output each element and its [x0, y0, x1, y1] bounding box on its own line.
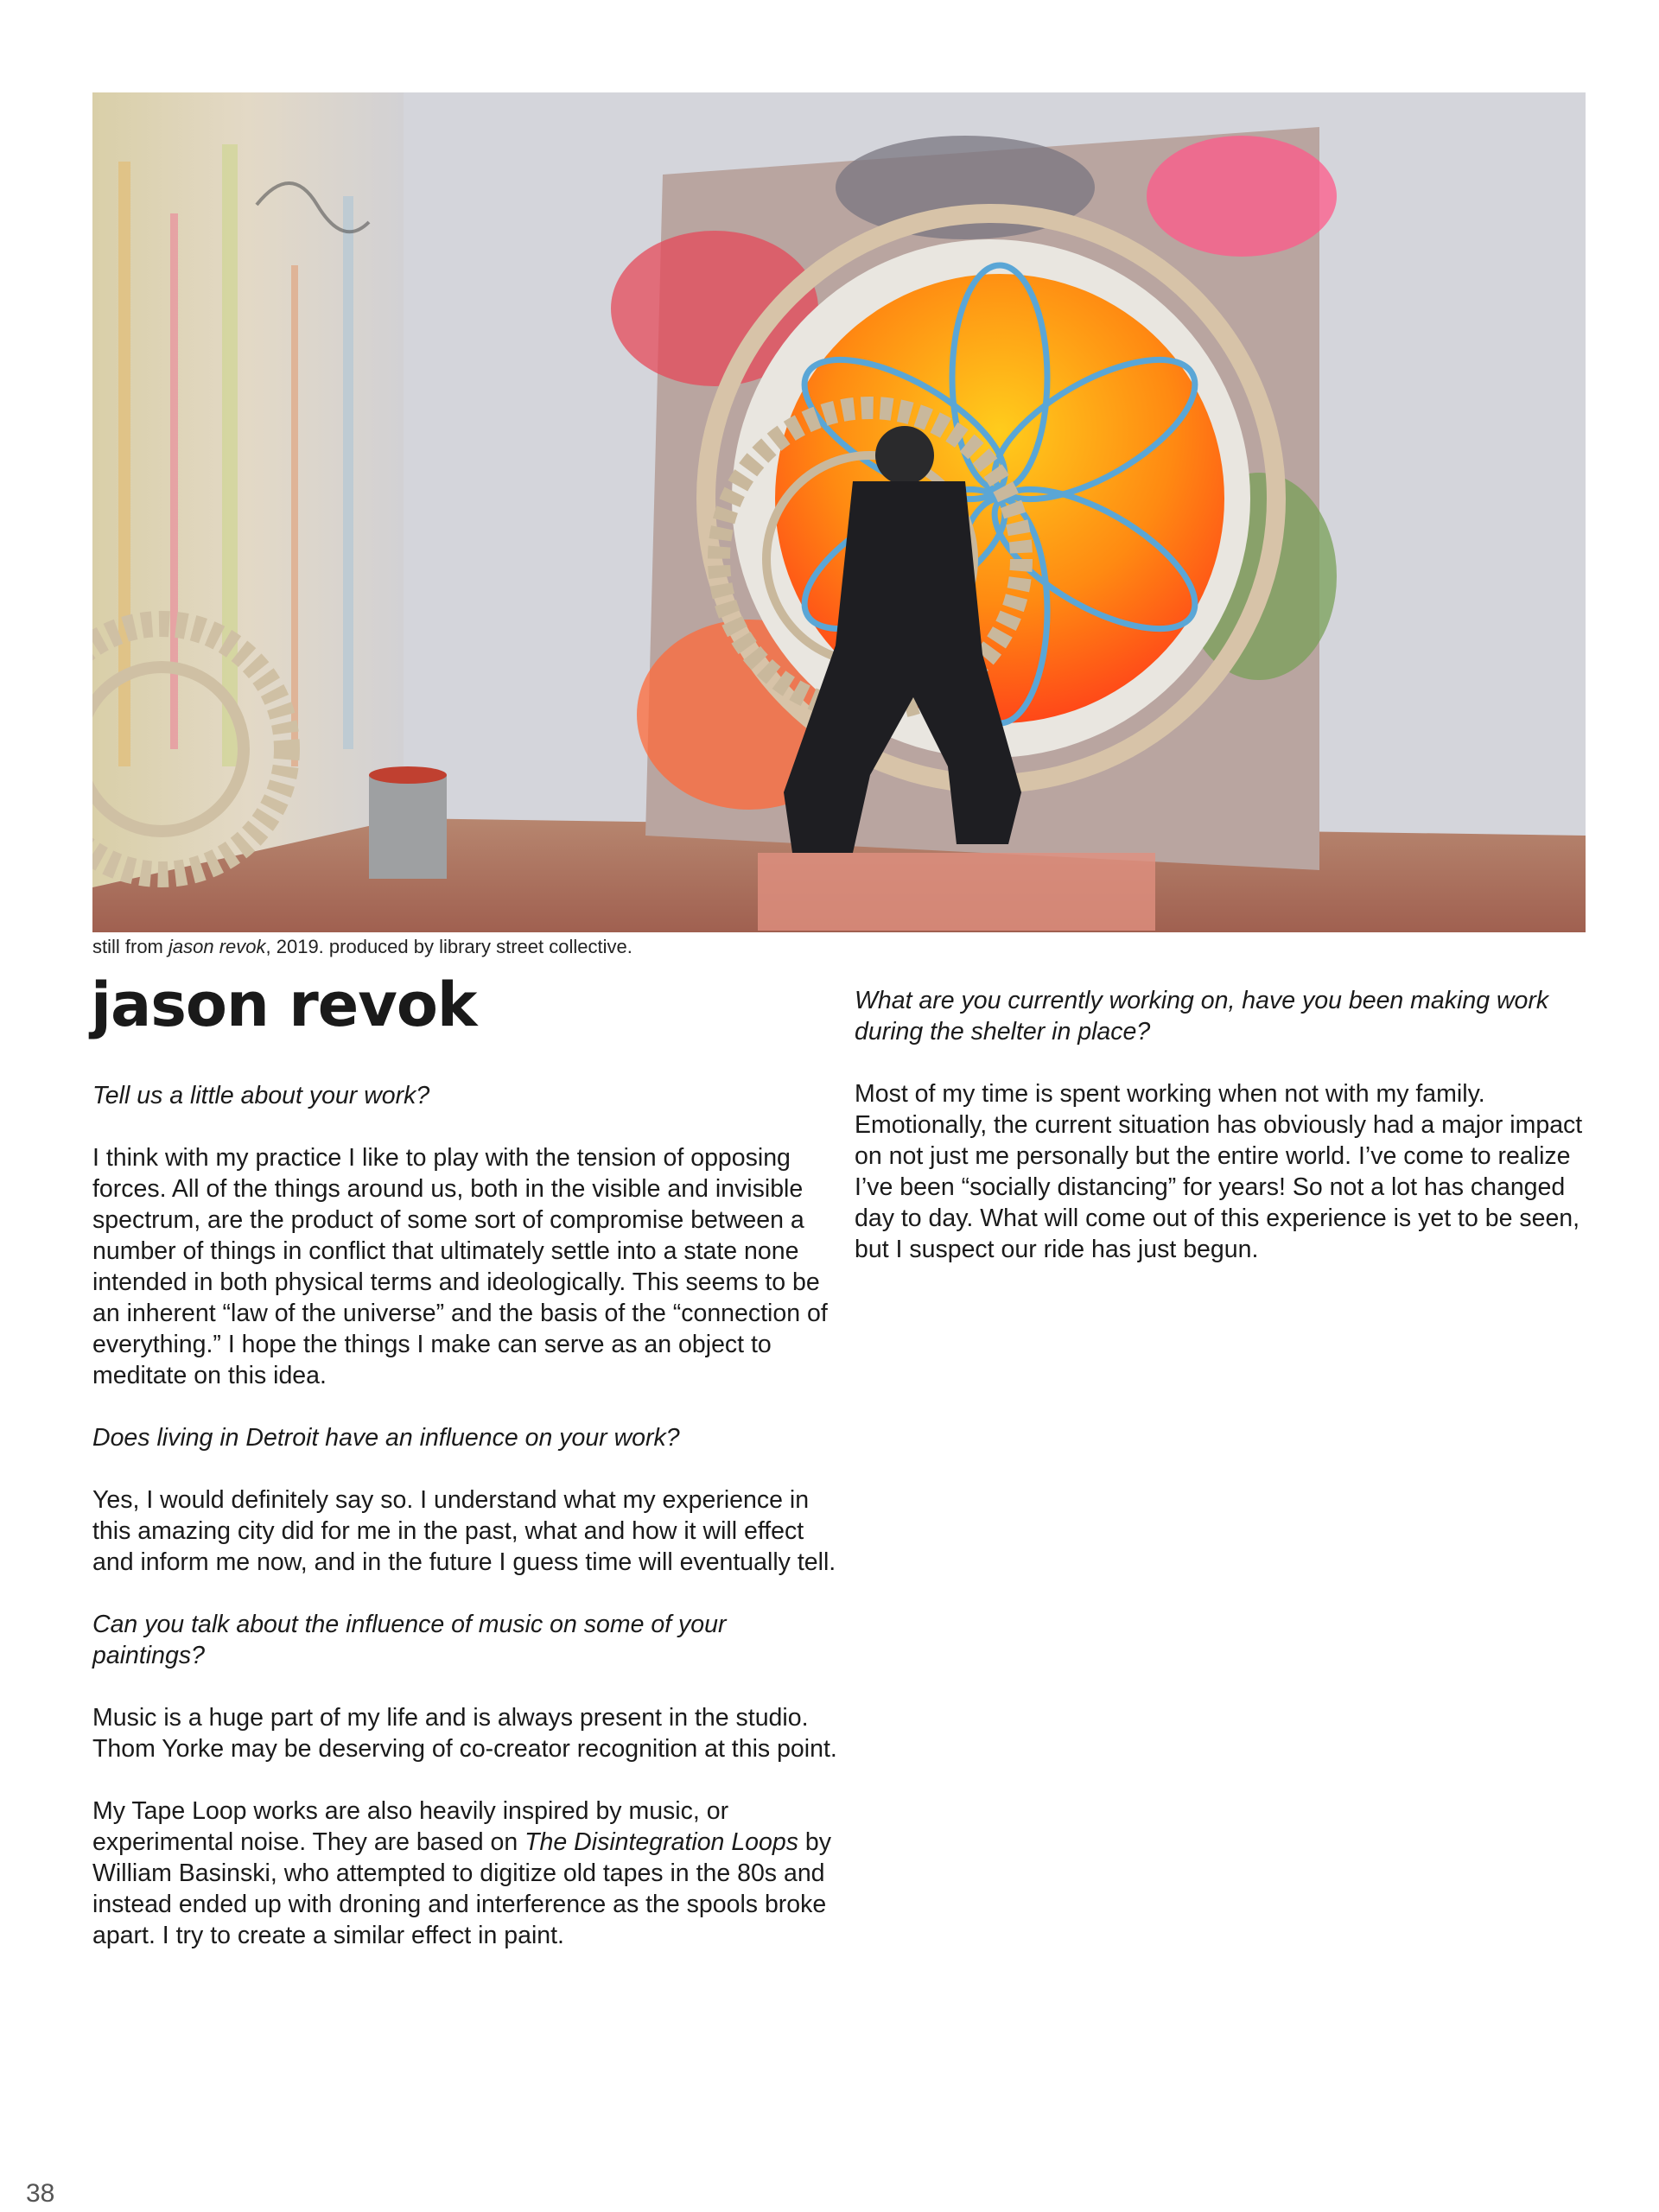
question-2: Does living in Detroit have an influence on your work? — [92, 1424, 680, 1452]
article-title: jason revok — [91, 969, 477, 1040]
artist-studio-photo — [92, 92, 1586, 932]
question-4: What are you currently working on, have you been making work during the shelter in place? — [855, 987, 1549, 1046]
page-number: 38 — [26, 2179, 55, 2208]
answer-2: Yes, I would definitely say so. I understand what my experience in this amazing city did for me in the past, what and how it will effect and inform me now, and in the future I guess time will eventually tell. — [92, 1486, 836, 1576]
caption-prefix: still from — [92, 936, 168, 957]
left-column — [92, 1080, 844, 1982]
answer-4 — [92, 1796, 844, 1951]
answer-4-part-2: by William Basinski, who attempted to digitize old tapes in the 80s and instead ended up with droning and interference as the spools broke apart. I try to create a similar effect in paint. — [92, 1828, 832, 1949]
answer-5: Most of my time is spent working when not with my family. Emotionally, the current situation has obviously had a major impact on not just me personally but the entire world. I’ve come to realize I’ve been “socially distancing” for years! So not a lot has changed day to day. What will come out of this experience is yet to be seen, but I suspect our ride has just begun. — [855, 1080, 1583, 1263]
caption-suffix: , 2019. produced by library street collective. — [265, 936, 632, 957]
answer-4-part-1: My Tape Loop works are also heavily inspired by music, or experimental noise. They are based on — [92, 1797, 729, 1856]
question-3: Can you talk about the influence of music on some of your paintings? — [92, 1611, 727, 1669]
right-column — [855, 985, 1598, 1296]
photo-caption — [92, 936, 632, 958]
answer-1: I think with my practice I like to play with the tension of opposing forces. All of the things around us, both in the visible and invisible spectrum, are the product of some sort of compromise between a number of things in conflict that ultimately settle into a state none intended in both physical terms and ideologically. This seems to be an inherent “law of the universe” and the basis of the “connection of everything.” I hope the things I make can serve as an object to meditate on this idea. — [92, 1144, 828, 1389]
answer-4-title: The Disintegration Loops — [524, 1828, 798, 1856]
answer-3: Music is a huge part of my life and is always present in the studio. Thom Yorke may be deserving of co-creator recognition at this point. — [92, 1704, 837, 1763]
question-1: Tell us a little about your work? — [92, 1082, 430, 1109]
caption-title: jason revok — [168, 936, 266, 957]
